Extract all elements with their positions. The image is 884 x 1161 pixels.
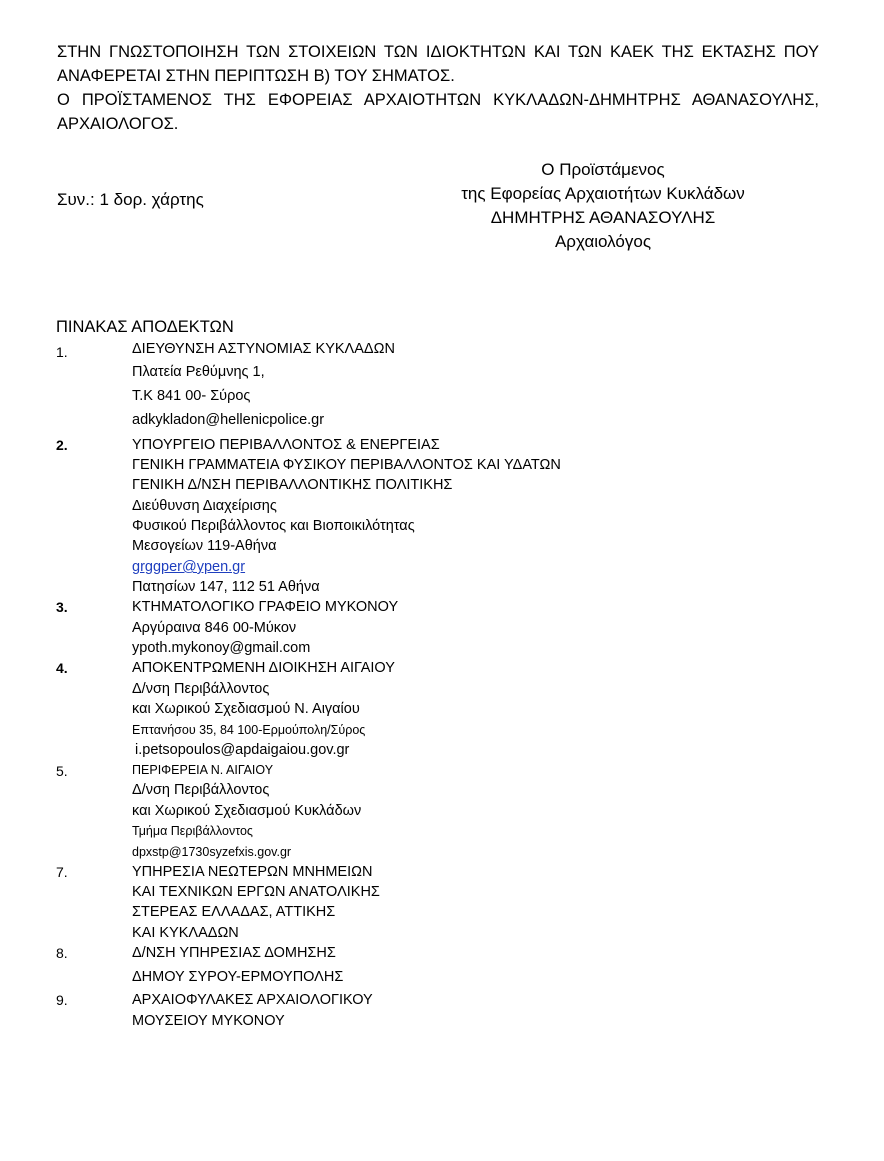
recipient-line: ΣΤΕΡΕΑΣ ΕΛΛΑΔΑΣ, ΑΤΤΙΚΗΣ [132, 904, 336, 920]
enclosure-note: Συν.: 1 δορ. χάρτης [57, 190, 204, 209]
recipient-line: ΥΠΗΡΕΣΙΑ ΝΕΩΤΕΡΩΝ ΜΝΗΜΕΙΩΝ [132, 864, 373, 880]
recipient-line: Μεσογείων 119-Αθήνα [132, 538, 277, 554]
signature-line: ΔΗΜΗΤΡΗΣ ΑΘΑΝΑΣΟΥΛΗΣ [490, 208, 716, 227]
recipient-number: 9. [56, 992, 68, 1008]
recipient-line: Διεύθυνση Διαχείρισης [132, 498, 277, 514]
signature-line: της Εφορείας Αρχαιοτήτων Κυκλάδων [461, 184, 745, 203]
recipient-line: Τμήμα Περιβάλλοντος [132, 824, 253, 838]
recipient-number: 2. [56, 437, 68, 453]
recipient-number: 1. [56, 344, 68, 360]
recipient-line: Δ/νση Περιβάλλοντος [132, 782, 270, 798]
recipient-email-link[interactable]: grggper@ypen.gr [132, 559, 246, 575]
recipient-line: ΓΕΝΙΚΗ ΓΡΑΜΜΑΤΕΙΑ ΦΥΣΙΚΟΥ ΠΕΡΙΒΑΛΛΟΝΤΟΣ ΚΑΙ ΥΔΑΤΩΝ [132, 457, 561, 473]
recipient-line: Επτανήσου 35, 84 100-Ερμούπολη/Σύρος [132, 723, 366, 737]
recipient-number: 3. [56, 599, 68, 615]
recipient-number: 7. [56, 864, 68, 880]
intro-paragraph [57, 40, 819, 136]
recipients-title: ΠΙΝΑΚΑΣ ΑΠΟΔΕΚΤΩΝ [56, 318, 234, 336]
recipient-line: ΔΙΕΥΘΥΝΣΗ ΑΣΤΥΝΟΜΙΑΣ ΚΥΚΛΑΔΩΝ [132, 341, 395, 357]
signature-block [448, 158, 758, 254]
intro-line: ΣΤΗΝ ΓΝΩΣΤΟΠΟΙΗΣΗ ΤΩΝ ΣΤΟΙΧΕΙΩΝ ΤΩΝ ΙΔΙΟΚΤΗΤΩΝ ΚΑΙ ΤΩΝ ΚΑΕΚ ΤΗΣ ΕΚΤΑΣΗΣ ΠΟΥ [57, 43, 819, 61]
recipient-line: ΥΠΟΥΡΓΕΙΟ ΠΕΡΙΒΑΛΛΟΝΤΟΣ & ΕΝΕΡΓΕΙΑΣ [132, 437, 440, 453]
recipient-line: ΚΑΙ ΤΕΧΝΙΚΩΝ ΕΡΓΩΝ ΑΝΑΤΟΛΙΚΗΣ [132, 884, 380, 900]
recipient-line: ΠΕΡΙΦΕΡΕΙΑ Ν. ΑΙΓΑΙΟΥ [132, 763, 274, 777]
recipient-line: ΜΟΥΣΕΙΟΥ ΜΥΚΟΝΟΥ [132, 1013, 285, 1029]
recipient-line: Δ/νση Περιβάλλοντος [132, 681, 270, 697]
recipient-number: 4. [56, 660, 68, 676]
recipient-email: adkykladon@hellenicpolice.gr [132, 412, 325, 428]
signature-line: Αρχαιολόγος [554, 232, 652, 251]
recipient-line: ΓΕΝΙΚΗ Δ/ΝΣΗ ΠΕΡΙΒΑΛΛΟΝΤΙΚΗΣ ΠΟΛΙΤΙΚΗΣ [132, 477, 453, 493]
intro-line: Ο ΠΡΟΪΣΤΑΜΕΝΟΣ ΤΗΣ ΕΦΟΡΕΙΑΣ ΑΡΧΑΙΟΤΗΤΩΝ ΚΥΚΛΑΔΩΝ-ΔΗΜΗΤΡΗΣ ΑΘΑΝΑΣΟΥΛΗΣ, [57, 91, 819, 109]
recipient-line: Τ.Κ 841 00- Σύρος [132, 388, 251, 404]
recipient-email: dpxstp@1730syzefxis.gov.gr [132, 845, 292, 859]
recipient-line: Φυσικού Περιβάλλοντος και Βιοποικιλότητας [132, 518, 415, 534]
recipient-line: ΚΑΙ ΚΥΚΛΑΔΩΝ [132, 925, 239, 941]
recipient-line: ΚΤΗΜΑΤΟΛΟΓΙΚΟ ΓΡΑΦΕΙΟ ΜΥΚΟΝΟΥ [132, 599, 399, 615]
recipient-line: Πατησίων 147, 112 51 Αθήνα [132, 579, 320, 595]
recipient-line: Πλατεία Ρεθύμνης 1, [132, 364, 265, 380]
recipient-line: ΑΠΟΚΕΝΤΡΩΜΕΝΗ ΔΙΟΙΚΗΣΗ ΑΙΓΑΙΟΥ [132, 660, 395, 676]
recipient-number: 5. [56, 763, 68, 779]
recipient-line: και Χωρικού Σχεδιασμού Κυκλάδων [132, 803, 362, 819]
recipient-number: 8. [56, 945, 68, 961]
recipient-line: και Χωρικού Σχεδιασμού Ν. Αιγαίου [132, 701, 360, 717]
recipient-line: Αργύραινα 846 00-Μύκον [132, 620, 297, 636]
recipient-email: i.petsopoulos@apdaigaiou.gov.gr [135, 742, 350, 758]
signature-line: Ο Προϊστάμενος [541, 160, 665, 179]
intro-line: ΑΡΧΑΙΟΛΟΓΟΣ. [57, 115, 179, 133]
recipient-line: Δ/ΝΣΗ ΥΠΗΡΕΣΙΑΣ ΔΟΜΗΣΗΣ [132, 945, 336, 961]
recipient-line: ΑΡΧΑΙΟΦΥΛΑΚΕΣ ΑΡΧΑΙΟΛΟΓΙΚΟΥ [132, 992, 373, 1008]
recipient-line: ΔΗΜΟΥ ΣΥΡΟΥ-ΕΡΜΟΥΠΟΛΗΣ [132, 969, 344, 985]
intro-line: ΑΝΑΦΕΡΕΤΑΙ ΣΤΗΝ ΠΕΡΙΠΤΩΣΗ Β) ΤΟΥ ΣΗΜΑΤΟΣ. [57, 67, 455, 85]
recipient-email: ypoth.mykonoy@gmail.com [132, 640, 311, 656]
